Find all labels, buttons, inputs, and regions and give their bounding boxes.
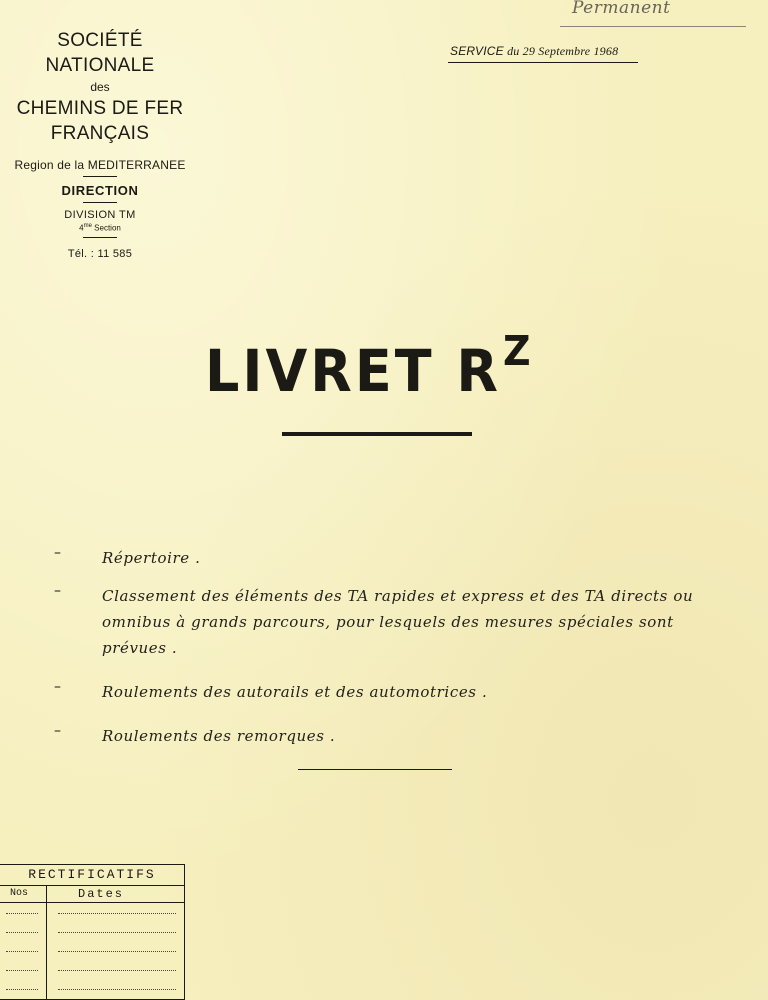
dotted-entry-line bbox=[6, 970, 38, 971]
service-date-text: du 29 Septembre 1968 bbox=[507, 44, 619, 58]
list-item bbox=[54, 679, 694, 705]
dotted-entry-line bbox=[58, 951, 176, 952]
contents-list bbox=[54, 545, 694, 767]
title-main: LIVRET R bbox=[205, 336, 501, 405]
header-divider bbox=[83, 202, 117, 203]
service-label: SERVICE bbox=[450, 44, 504, 58]
division-label: DIVISION TM bbox=[64, 209, 136, 221]
list-item-text: Classement des éléments des TA rapides et express et des TA directs ou omnibus à grands parcours, pour lesquels des mesures spéciales sont prévues . bbox=[102, 587, 694, 657]
dotted-entry-line bbox=[58, 932, 176, 933]
rectificatifs-title: RECTIFICATIFS bbox=[0, 865, 184, 886]
list-item-text: Roulements des autorails et des automotrices . bbox=[102, 683, 488, 701]
org-line-1: SOCIÉTÉ bbox=[57, 30, 143, 51]
dotted-entry-line bbox=[6, 932, 38, 933]
dotted-entry-line bbox=[6, 989, 38, 990]
dotted-entry-line bbox=[58, 970, 176, 971]
list-item-text: Répertoire . bbox=[102, 549, 201, 567]
section-word: Section bbox=[94, 223, 121, 233]
document-title bbox=[205, 327, 565, 405]
region-label: Region de la MEDITERRANEE bbox=[14, 158, 186, 172]
direction-label: DIRECTION bbox=[61, 183, 139, 198]
dotted-entry-line bbox=[58, 989, 176, 990]
section-suffix: me bbox=[83, 223, 92, 229]
org-line-4: CHEMINS DE FER bbox=[16, 98, 184, 119]
handwritten-note-underline bbox=[560, 26, 746, 27]
table-row bbox=[0, 922, 184, 941]
table-row bbox=[0, 960, 184, 979]
rectificatifs-table bbox=[0, 864, 185, 1000]
dotted-entry-line bbox=[6, 913, 38, 914]
org-line-5: FRANÇAIS bbox=[50, 123, 150, 144]
list-item bbox=[54, 723, 694, 749]
service-underline bbox=[448, 62, 638, 63]
title-superscript: Z bbox=[502, 327, 534, 375]
closing-rule bbox=[298, 769, 452, 770]
telephone-label: Tél. : 11 585 bbox=[67, 247, 133, 260]
column-header-dates: Dates bbox=[78, 887, 125, 901]
dotted-entry-line bbox=[58, 913, 176, 914]
table-row bbox=[0, 903, 184, 922]
list-dash: – bbox=[54, 679, 61, 695]
table-row bbox=[0, 979, 184, 998]
rectificatifs-header-row bbox=[0, 886, 184, 903]
column-header-nos: Nos bbox=[10, 888, 29, 899]
list-dash: – bbox=[54, 545, 61, 561]
org-line-3: des bbox=[90, 80, 110, 94]
service-date bbox=[450, 44, 640, 59]
org-line-2: NATIONALE bbox=[45, 55, 155, 76]
title-underline bbox=[282, 432, 472, 436]
table-row bbox=[0, 941, 184, 960]
dotted-entry-line bbox=[6, 951, 38, 952]
header-divider bbox=[83, 237, 117, 238]
section-number: 4 bbox=[79, 223, 84, 233]
header-divider bbox=[83, 176, 117, 177]
handwritten-note: Permanent bbox=[572, 0, 671, 18]
list-dash: – bbox=[54, 723, 61, 739]
list-item-text: Roulements des remorques . bbox=[102, 727, 336, 745]
list-item bbox=[54, 583, 694, 661]
list-item bbox=[54, 545, 694, 571]
organization-header bbox=[0, 28, 200, 260]
list-dash: – bbox=[54, 583, 61, 599]
section-label bbox=[0, 223, 200, 233]
